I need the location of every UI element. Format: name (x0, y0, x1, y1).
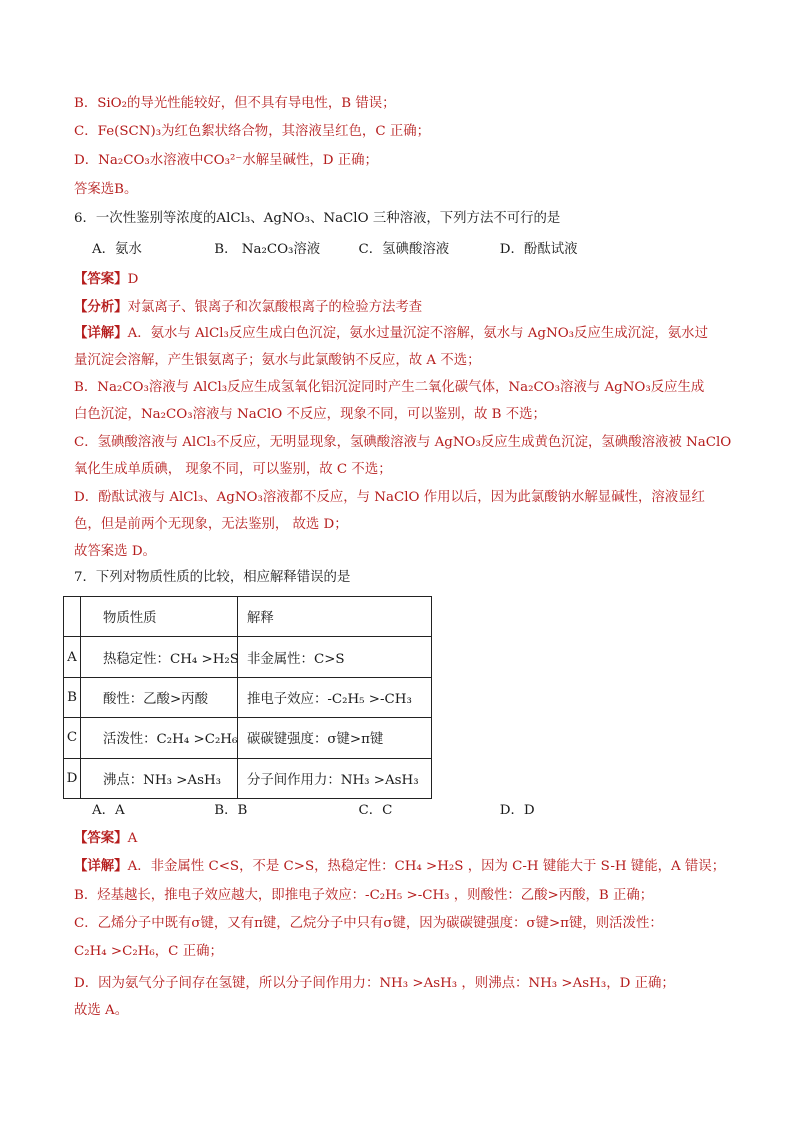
q5-option-c-explanation: C．Fe(SCN)₃为红色絮状络合物，其溶液呈红色，C 正确； (74, 124, 430, 139)
q7-option-b: B．B (214, 803, 248, 818)
table-row (64, 758, 432, 798)
q6-detail-line-7: D．酚酞试液与 AlCl₃、AgNO₃溶液都不反应，与 NaClO 作用以后，因为此氯酸钠水解显碱性，溶液显红 (74, 490, 705, 505)
table-row (64, 718, 432, 758)
q7-detail-text: A．非金属性 C<S，不是 C>S，热稳定性：CH₄ >H₂S ，因为 C-H 键能大于 S-H 键能，A 错误； (127, 859, 726, 874)
q7-option-a: A．A (92, 803, 125, 818)
q6-conclusion: 故答案选 D。 (74, 544, 156, 559)
table-row (64, 677, 432, 717)
q6-detail-line-8: 色，但是前两个无现象，无法鉴别， 故选 D； (74, 517, 348, 532)
table-cell: 分子间作用力：NH₃ >AsH₃ (238, 758, 432, 798)
table-header-cell: 解释 (238, 597, 432, 637)
table-cell: 碳碳键强度：σ键>π键 (238, 718, 432, 758)
q7-detail-line-5: D．因为氨气分子间存在氢键，所以分子间作用力：NH₃ >AsH₃ ，则沸点：NH₃ >AsH₃，D 正确； (74, 976, 675, 991)
detail-tag: 【详解】 (74, 858, 128, 874)
q7-answer-line (74, 828, 137, 849)
table-cell: 酸性：乙酸>丙酸 (81, 677, 238, 717)
table-cell: A (64, 637, 81, 677)
q7-detail-line-3: C．乙烯分子中既有σ键，又有π键，乙烷分子中只有σ键，因为碳碳键强度：σ键>π键，则活泼性： (74, 916, 663, 931)
q5-option-d-explanation: D．Na₂CO₃水溶液中CO₃²⁻水解呈碱性，D 正确； (74, 153, 378, 168)
table-header-row (64, 597, 432, 637)
answer-tag: 【答案】 (74, 271, 128, 287)
table-row (64, 637, 432, 677)
q6-stem: 6．一次性鉴别等浓度的AlCl₃、AgNO₃、NaClO 三种溶液，下列方法不可行的是 (74, 211, 561, 226)
q6-option-d: D．酚酞试液 (499, 242, 578, 257)
q5-conclusion: 答案选B。 (74, 182, 138, 197)
table-cell: 活泼性：C₂H₄ >C₂H₆ (81, 718, 238, 758)
q7-option-c: C．C (358, 803, 393, 818)
q7-comparison-table (63, 596, 432, 799)
q7-options (92, 801, 535, 821)
q7-detail-line-1 (74, 856, 725, 877)
q6-answer-line (74, 269, 138, 290)
analysis-tag: 【分析】 (74, 299, 128, 315)
q5-option-b-explanation: B．SiO₂的导光性能较好，但不具有导电性，B 错误； (74, 96, 396, 111)
table-cell: D (64, 758, 81, 798)
detail-tag: 【详解】 (74, 325, 128, 341)
q6-analysis-line (74, 297, 422, 318)
answer-tag: 【答案】 (74, 830, 128, 846)
q7-stem: 7．下列对物质性质的比较，相应解释错误的是 (74, 570, 351, 585)
q6-detail-line-5: C．氢碘酸溶液与 AlCl₃不反应，无明显现象，氢碘酸溶液与 AgNO₃反应生成黄色沉淀，氢碘酸溶液被 NaClO (74, 435, 732, 450)
q6-detail-text: A．氨水与 AlCl₃反应生成白色沉淀，氨水过量沉淀不溶解，氨水与 AgNO₃反应生成沉淀，氨水过 (127, 326, 708, 341)
q7-conclusion: 故选 A。 (74, 1003, 129, 1018)
table-cell: B (64, 677, 81, 717)
q6-option-a: A．氨水 (92, 242, 142, 257)
table-cell: C (64, 718, 81, 758)
table-cell: 非金属性：C>S (238, 637, 432, 677)
table-cell: 沸点：NH₃ >AsH₃ (81, 758, 238, 798)
q7-answer: A (127, 831, 138, 846)
q6-detail-line-4: 白色沉淀，Na₂CO₃溶液与 NaClO 不反应，现象不同，可以鉴别，故 B 不选； (74, 407, 546, 422)
q6-detail-line-1 (74, 323, 708, 344)
q7-detail-line-2: B．烃基越长，推电子效应越大，即推电子效应：-C₂H₅ >-CH₃ ，则酸性：乙酸>丙酸，B 正确； (74, 888, 654, 903)
q6-option-b: B． Na₂CO₃溶液 (214, 242, 321, 257)
table-header-cell (64, 597, 81, 637)
q6-options (92, 240, 578, 260)
q6-answer: D (127, 272, 139, 287)
table-cell: 推电子效应：-C₂H₅ >-CH₃ (238, 677, 432, 717)
table-header-cell: 物质性质 (81, 597, 238, 637)
q6-option-c: C．氢碘酸溶液 (358, 242, 450, 257)
table-cell: 热稳定性：CH₄ >H₂S (81, 637, 238, 677)
q6-detail-line-3: B．Na₂CO₃溶液与 AlCl₃反应生成氢氧化铝沉淀同时产生二氧化碳气体，Na₂CO₃溶液与 AgNO₃反应生成 (74, 380, 705, 395)
q6-detail-line-6: 氧化生成单质碘， 现象不同，可以鉴别，故 C 不选； (74, 462, 392, 477)
q6-detail-line-2: 量沉淀会溶解，产生银氨离子；氨水与此氯酸钠不反应，故 A 不选； (74, 353, 481, 368)
q7-option-d: D．D (499, 803, 535, 818)
q7-detail-line-4: C₂H₄ >C₂H₆，C 正确； (74, 944, 223, 959)
q6-analysis: 对氯离子、银离子和次氯酸根离子的检验方法考查 (127, 300, 423, 315)
